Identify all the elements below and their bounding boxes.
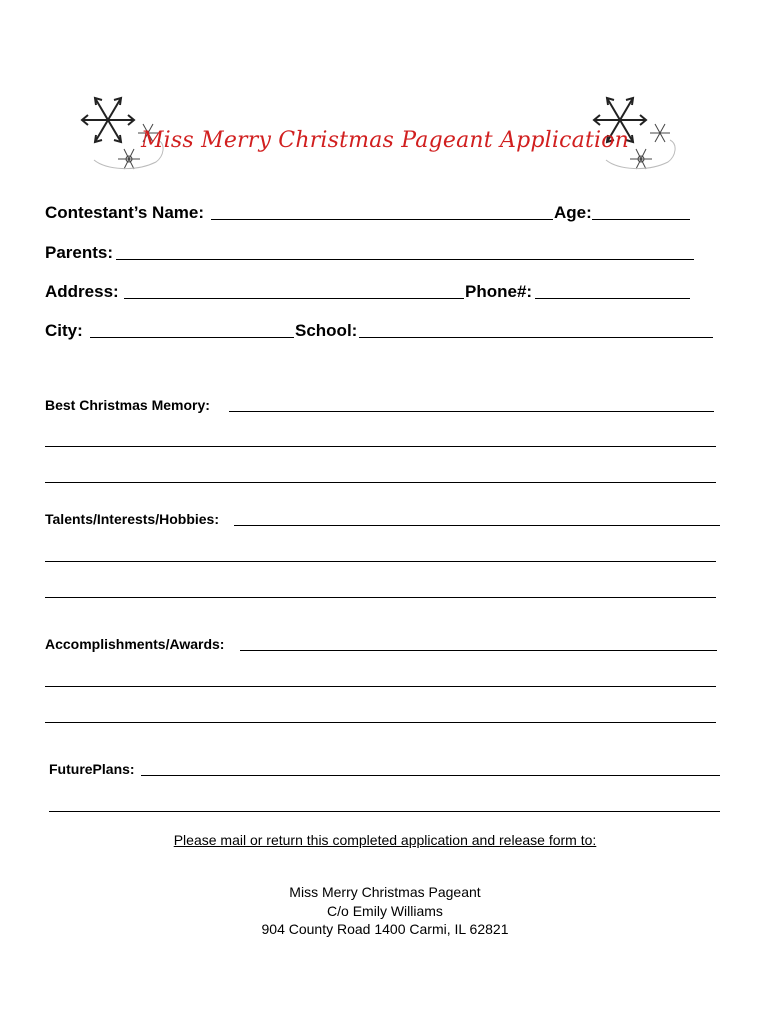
best-memory-line-3[interactable] (45, 482, 716, 483)
talents-line-3[interactable] (45, 597, 716, 598)
age-field[interactable] (592, 219, 690, 220)
best-memory-label: Best Christmas Memory: (45, 397, 210, 413)
contestant-name-label: Contestant’s Name: (45, 203, 205, 222)
future-plans-field[interactable] (141, 775, 720, 776)
parents-label: Parents: (45, 243, 114, 262)
mailing-instruction: Please mail or return this completed application and release form to: (173, 832, 597, 848)
talents-field[interactable] (234, 525, 720, 526)
address-field[interactable] (124, 298, 464, 299)
city-field[interactable] (90, 337, 294, 338)
talents-label: Talents/Interests/Hobbies: (45, 511, 220, 527)
talents-line-2[interactable] (45, 561, 716, 562)
accomplishments-label: Accomplishments/Awards: (45, 636, 225, 652)
accomplishments-line-3[interactable] (45, 722, 716, 723)
phone-field[interactable] (535, 298, 690, 299)
parents-field[interactable] (116, 259, 694, 260)
school-label: School: (295, 321, 358, 340)
age-label: Age: (554, 203, 592, 222)
future-plans-line-2[interactable] (49, 811, 720, 812)
mailing-address-line-1: Miss Merry Christmas Pageant (289, 884, 481, 900)
phone-label: Phone#: (465, 282, 533, 301)
future-plans-label: FuturePlans: (49, 761, 135, 777)
accomplishments-line-2[interactable] (45, 686, 716, 687)
best-memory-line-2[interactable] (45, 446, 716, 447)
address-label: Address: (45, 282, 119, 301)
contestant-name-field[interactable] (211, 219, 553, 220)
mailing-address-line-2: C/o Emily Williams (327, 903, 443, 919)
city-label: City: (45, 321, 83, 340)
page-title: Miss Merry Christmas Pageant Application (140, 128, 630, 153)
accomplishments-field[interactable] (240, 650, 717, 651)
mailing-address-line-3: 904 County Road 1400 Carmi, IL 62821 (261, 921, 509, 937)
school-field[interactable] (359, 337, 713, 338)
best-memory-field[interactable] (229, 411, 714, 412)
